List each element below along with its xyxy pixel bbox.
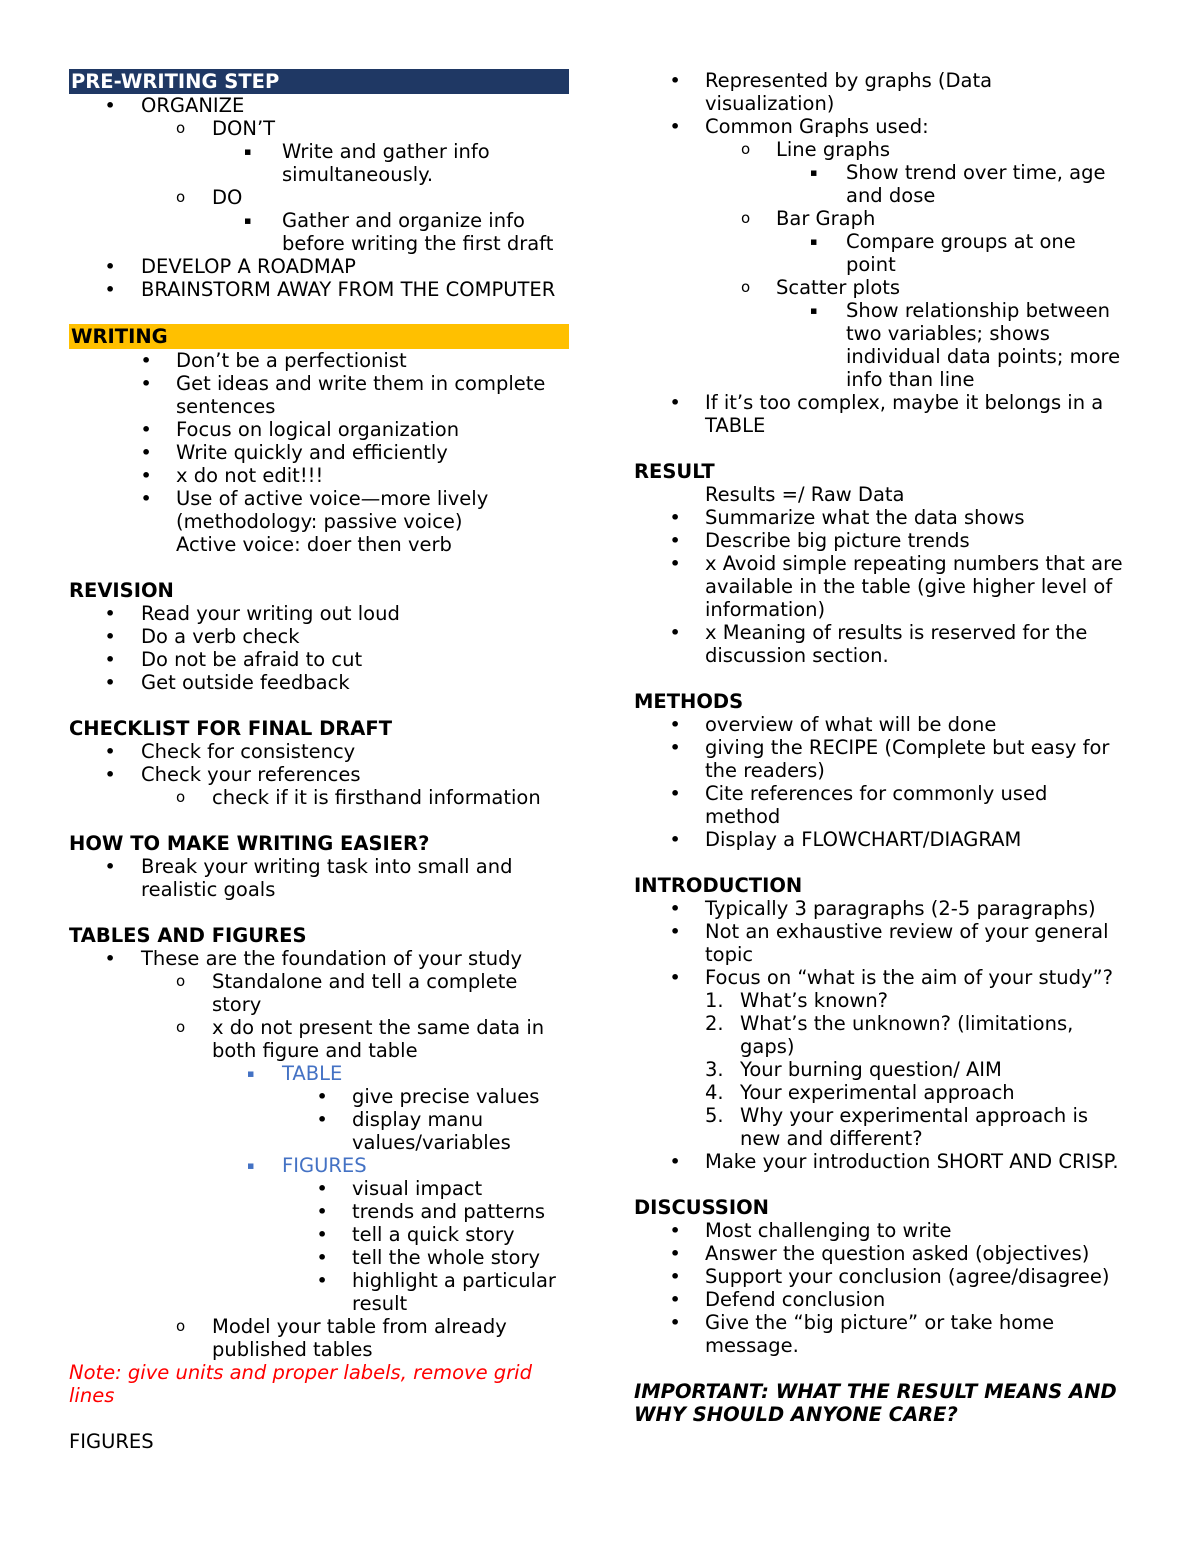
list-item-continued: TABLE [705,414,766,437]
list-item-continued: information) [705,598,826,621]
list-item: o Standalone and tell a complete [176,970,518,993]
list-item: • Get ideas and write them in complete [141,372,546,395]
list-item-continued: info than line [846,368,975,391]
numbered-item: 4. Your experimental approach [705,1081,1015,1104]
list-item: • give precise values [317,1085,540,1108]
list-item: • Check for consistency [105,740,356,763]
list-item: • highlight a particular [317,1269,556,1292]
list-number: 4. [705,1081,724,1104]
list-item: • DEVELOP A ROADMAP [105,255,356,278]
list-item: • Give the “big picture” or take home [670,1311,1055,1334]
list-item-continued: Active voice: doer then verb [176,533,452,556]
bullet-icon: • [670,830,681,849]
list-item: • Don’t be a perfectionist [141,349,407,372]
list-item: • Read your writing out loud [105,602,400,625]
list-item: • Most challenging to write [670,1219,952,1242]
bullet-icon: • [670,899,681,918]
prewriting-heading: PRE-WRITING STEP [69,69,569,94]
list-item: • BRAINSTORM AWAY FROM THE COMPUTER [105,278,556,301]
important-note-continued: WHY SHOULD ANYONE CARE? [634,1403,958,1426]
list-item: ▪ FIGURES [247,1154,367,1177]
list-item-continued: before writing the first draft [282,232,554,255]
list-item: • Write quickly and efficiently [141,441,448,464]
square-bullet-icon: ▪ [810,304,818,317]
list-item: o DO [176,186,243,209]
bullet-icon: • [670,1244,681,1263]
square-bullet-icon: ▪ [244,214,252,227]
circle-bullet-icon: o [176,188,186,206]
circle-bullet-icon: o [176,972,186,990]
bullet-icon: • [105,949,116,968]
list-item: • ORGANIZE [105,94,245,117]
bullet-icon: • [670,784,681,803]
bullet-icon: • [670,393,681,412]
list-item: • Support your conclusion (agree/disagree) [670,1265,1110,1288]
bullet-icon: • [670,922,681,941]
bullet-icon: • [670,1290,681,1309]
bullet-icon: • [105,742,116,761]
list-item-continued: both figure and table [212,1039,418,1062]
list-item: o Model your table from already [176,1315,507,1338]
circle-bullet-icon: o [176,788,186,806]
bullet-icon: • [317,1110,328,1129]
list-number: 3. [705,1058,724,1081]
list-item: • If it’s too complex, maybe it belongs in a [670,391,1104,414]
list-item: • Check your references [105,763,361,786]
list-item: • Break your writing task into small and [105,855,513,878]
list-item-continued: story [212,993,262,1016]
bullet-icon: • [105,673,116,692]
methods-heading: METHODS [634,690,744,713]
list-item-continued: available in the table (give higher level of [705,575,1113,598]
list-item-continued: visualization) [705,92,835,115]
list-item: o Line graphs [741,138,891,161]
list-item: • Do not be afraid to cut [105,648,363,671]
numbered-item: 2. What’s the unknown? (limitations, [705,1012,1074,1035]
list-item: o Bar Graph [741,207,876,230]
circle-bullet-icon: o [741,209,751,227]
list-item: o x do not present the same data in [176,1016,545,1039]
list-item: o Scatter plots [741,276,901,299]
list-item-continued: result [352,1292,408,1315]
list-item: ▪ Show relationship between [810,299,1110,322]
list-item: • visual impact [317,1177,483,1200]
list-item: ▪ Show trend over time, age [810,161,1106,184]
bullet-icon: • [105,96,116,115]
bullet-icon: • [105,765,116,784]
right-column [634,69,1134,1426]
bullet-icon: • [317,1202,328,1221]
list-item: • Defend conclusion [670,1288,886,1311]
list-item: o DON’T [176,117,276,140]
bullet-icon: • [141,374,152,393]
list-item: • Summarize what the data shows [670,506,1025,529]
bullet-icon: • [670,1152,681,1171]
list-item: • Cite references for commonly used [670,782,1048,805]
introduction-heading: INTRODUCTION [634,874,803,897]
numbered-item-continued: gaps) [740,1035,795,1058]
numbered-item-continued: new and different? [740,1127,923,1150]
bullet-icon: • [317,1271,328,1290]
writing-heading: WRITING [69,324,569,349]
bullet-icon: • [105,257,116,276]
bullet-icon: • [670,1313,681,1332]
list-item: • Display a FLOWCHART/DIAGRAM [670,828,1022,851]
bullet-icon: • [670,968,681,987]
bullet-icon: • [317,1179,328,1198]
list-item: • Represented by graphs (Data [670,69,993,92]
list-item-continued: message. [705,1334,799,1357]
list-item: • Focus on “what is the aim of your study”? [670,966,1113,989]
list-item: • Not an exhaustive review of your general [670,920,1109,943]
list-item: • Typically 3 paragraphs (2-5 paragraphs) [670,897,1096,920]
tables-figures-heading: TABLES AND FIGURES [69,924,307,947]
list-item: ▪ Write and gather info [244,140,490,163]
list-item: • Describe big picture trends [670,529,970,552]
list-item-continued: simultaneously. [282,163,434,186]
list-item: • Do a verb check [105,625,300,648]
list-item-continued: point [846,253,896,276]
bullet-icon: • [141,420,152,439]
list-item: o check if it is firsthand information [176,786,541,809]
list-item: • tell a quick story [317,1223,515,1246]
bullet-icon: • [105,627,116,646]
square-bullet-icon: ▪ [810,235,818,248]
list-item-continued: realistic goals [141,878,276,901]
list-item-continued: values/variables [352,1131,511,1154]
result-lead: Results =/ Raw Data [705,483,905,506]
bullet-icon: • [317,1225,328,1244]
list-item: • x Meaning of results is reserved for the [670,621,1088,644]
list-item: ▪ Gather and organize info [244,209,525,232]
figures-trailing-label: FIGURES [69,1430,154,1453]
circle-bullet-icon: o [176,1317,186,1335]
circle-bullet-icon: o [176,1018,186,1036]
bullet-icon: • [105,650,116,669]
numbered-item: 3. Your burning question/ AIM [705,1058,1002,1081]
list-item: • Answer the question asked (objectives) [670,1242,1090,1265]
square-bullet-icon: ▪ [247,1067,255,1080]
bullet-icon: • [670,715,681,734]
list-item-continued: discussion section. [705,644,889,667]
bullet-icon: • [670,1221,681,1240]
list-item-continued: individual data points; more [846,345,1121,368]
discussion-heading: DISCUSSION [634,1196,769,1219]
revision-heading: REVISION [69,579,174,602]
list-item: • Get outside feedback [105,671,350,694]
list-number: 2. [705,1012,724,1035]
numbered-item: 5. Why your experimental approach is [705,1104,1089,1127]
bullet-icon: • [141,489,152,508]
bullet-icon: • [105,857,116,876]
list-item-continued: and dose [846,184,936,207]
result-heading: RESULT [634,460,715,483]
list-item-continued: topic [705,943,754,966]
bullet-icon: • [317,1248,328,1267]
bullet-icon: • [670,508,681,527]
list-item: • display manu [317,1108,484,1131]
easier-heading: HOW TO MAKE WRITING EASIER? [69,832,430,855]
bullet-icon: • [670,1267,681,1286]
important-note: IMPORTANT: WHAT THE RESULT MEANS AND [634,1380,1117,1403]
list-item: • giving the RECIPE (Complete but easy for [670,736,1110,759]
list-item: • x Avoid simple repeating numbers that are [670,552,1123,575]
list-number: 5. [705,1104,724,1127]
circle-bullet-icon: o [741,140,751,158]
left-column [69,69,569,1453]
bullet-icon: • [670,71,681,90]
list-item: ▪ TABLE [247,1062,343,1085]
list-item: • trends and patterns [317,1200,546,1223]
list-item: • tell the whole story [317,1246,541,1269]
list-item-continued: method [705,805,781,828]
square-bullet-icon: ▪ [247,1159,255,1172]
list-item: ▪ Compare groups at one [810,230,1076,253]
square-bullet-icon: ▪ [244,145,252,158]
bullet-icon: • [141,443,152,462]
list-item: • Use of active voice—more lively [141,487,489,510]
bullet-icon: • [670,117,681,136]
checklist-heading: CHECKLIST FOR FINAL DRAFT [69,717,393,740]
square-bullet-icon: ▪ [810,166,818,179]
list-item: • x do not edit!!! [141,464,324,487]
bullet-icon: • [141,466,152,485]
bullet-icon: • [670,623,681,642]
circle-bullet-icon: o [176,119,186,137]
note-text-continued: lines [69,1384,115,1407]
list-item-continued: two variables; shows [846,322,1050,345]
bullet-icon: • [670,531,681,550]
bullet-icon: • [670,738,681,757]
bullet-icon: • [141,351,152,370]
list-item: • Make your introduction SHORT AND CRISP. [670,1150,1119,1173]
note-text: Note: give units and proper labels, remove grid [69,1361,532,1384]
numbered-item: 1. What’s known? [705,989,889,1012]
list-item: • These are the foundation of your study [105,947,523,970]
list-number: 1. [705,989,724,1012]
list-item-continued: sentences [176,395,276,418]
circle-bullet-icon: o [741,278,751,296]
bullet-icon: • [105,604,116,623]
list-item-continued: the readers) [705,759,825,782]
list-item-continued: (methodology: passive voice) [176,510,463,533]
bullet-icon: • [105,280,116,299]
list-item: • overview of what will be done [670,713,997,736]
bullet-icon: • [670,554,681,573]
list-item: • Focus on logical organization [141,418,460,441]
list-item: • Common Graphs used: [670,115,929,138]
bullet-icon: • [317,1087,328,1106]
list-item-continued: published tables [212,1338,373,1361]
